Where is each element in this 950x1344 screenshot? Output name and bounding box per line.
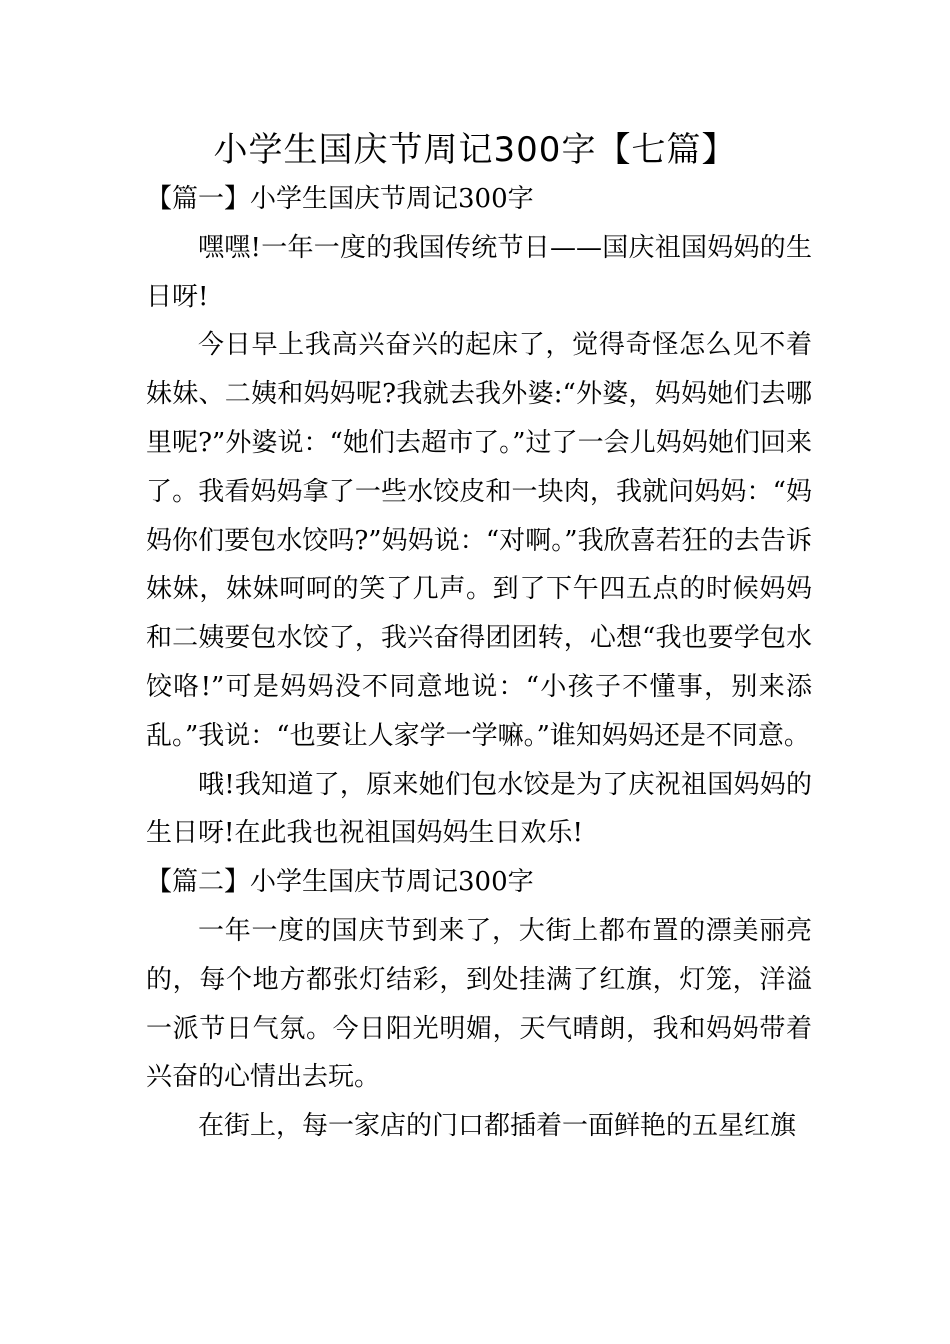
paragraph: 在街上，每一家店的门口都插着一面鲜艳的五星红旗 — [198, 1111, 797, 1142]
paragraph: 哦!我知道了，原来她们包水饺是为了庆祝祖国妈妈的生日呀!在此我也祝祖国妈妈生日欢乐! — [146, 769, 812, 849]
section-heading-1: 【篇一】小学生国庆节周记300字 — [146, 184, 534, 214]
paragraph: 今日早上我高兴奋兴的起床了，觉得奇怪怎么见不着妹妹、二姨和妈妈呢?我就去我外婆:“外婆，妈妈她们去哪里呢?”外婆说：“她们去超市了。”过了一会儿妈妈她们回来了。我看妈妈拿了一些水饺皮和一块肉，我就问妈妈：“妈妈你们要包水饺吗?”妈妈说：“对啊。”我欣喜若狂的去告诉妹妹，妹妹呵呵的笑了几声。到了下午四五点的时候妈妈和二姨要包水饺了，我兴奋得团团转，心想“我也要学包水饺咯!”可是妈妈没不同意地说：“小孩子不懂事，别来添乱。”我说：“也要让人家学一学嘛。”谁知妈妈还是不同意。 — [146, 330, 812, 751]
paragraph: 嘿嘿!一年一度的我国传统节日——国庆祖国妈妈的生日呀! — [146, 232, 812, 312]
document-body — [146, 175, 812, 1151]
paragraph: 一年一度的国庆节到来了，大街上都布置的漂美丽亮的，每个地方都张灯结彩，到处挂满了红旗，灯笼，洋溢一派节日气氛。今日阳光明媚，天气晴朗，我和妈妈带着兴奋的心情出去玩。 — [146, 915, 812, 1093]
document-title: 小学生国庆节周记300字【七篇】 — [213, 130, 737, 170]
section-heading-2: 【篇二】小学生国庆节周记300字 — [146, 867, 534, 898]
